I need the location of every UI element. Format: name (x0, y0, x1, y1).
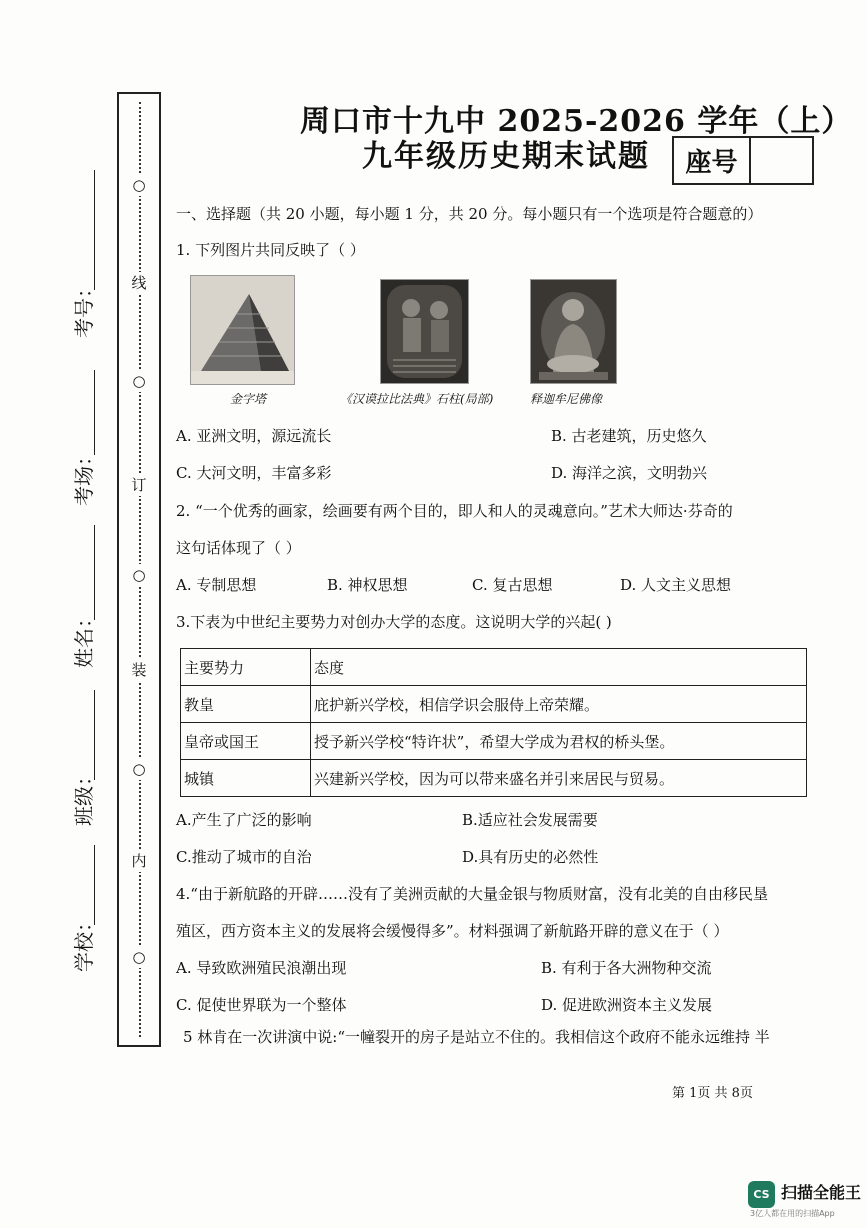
table-cell: 教皇 (181, 686, 311, 723)
pyramid-image (190, 275, 295, 385)
q3-option-d[interactable]: D.具有历史的必然性 (462, 848, 599, 866)
class-label: 班级： (72, 766, 96, 826)
q4-stem-line1: 4.“由于新航路的开辟……没有了美洲贡献的大量金银与物质财富，没有北美的自由移民垦 (176, 885, 768, 903)
binding-mark-line: 线 (128, 272, 150, 294)
q2-option-a[interactable]: A. 专制思想 (176, 576, 257, 594)
table-row (181, 723, 807, 760)
stele-photo-icon (381, 280, 468, 383)
q1-option-b[interactable]: B. 古老建筑，历史悠久 (551, 427, 707, 445)
exam-number-label: 考号： (72, 278, 96, 338)
exam-title-line2: 九年级历史期末试题 (362, 139, 650, 174)
seat-number-field[interactable] (751, 138, 812, 183)
seat-number-label: 座号 (674, 138, 751, 183)
table-cell: 兴建新兴学校，因为可以带来盛名并引来居民与贸易。 (311, 760, 807, 797)
q4-option-c[interactable]: C. 促使世界联为一个整体 (176, 996, 347, 1014)
q1-stem: 1. 下列图片共同反映了（ ） (176, 241, 365, 259)
table-header-cell: 态度 (311, 649, 807, 686)
table-cell: 皇帝或国王 (181, 723, 311, 760)
name-blank[interactable] (94, 525, 95, 620)
camscanner-tagline: 3亿人都在用的扫描App (750, 1209, 835, 1218)
q4-option-b[interactable]: B. 有利于各大洲物种交流 (541, 959, 712, 977)
q1-option-a[interactable]: A. 亚洲文明，源远流长 (176, 427, 332, 445)
binding-circle: ○ (128, 564, 150, 586)
binding-mark-bind: 装 (128, 659, 150, 681)
q1-option-c[interactable]: C. 大河文明，丰富多彩 (176, 464, 332, 482)
table-row (181, 760, 807, 797)
q4-option-a[interactable]: A. 导致欧洲殖民浪潮出现 (176, 959, 347, 977)
q3-option-a[interactable]: A.产生了广泛的影响 (176, 811, 312, 829)
q4-stem-line2: 殖区，西方资本主义的发展将会缓慢得多”。材料强调了新航路开辟的意义在于（ ） (176, 922, 729, 940)
exam-title-line1: 周口市十九中 2025-2026 学年（上） (300, 104, 853, 139)
binding-circle: ○ (128, 758, 150, 780)
exam-room-label: 考场： (72, 446, 96, 506)
camscanner-logo-icon: CS (748, 1181, 775, 1208)
table-row (181, 686, 807, 723)
q2-option-d[interactable]: D. 人文主义思想 (620, 576, 732, 594)
binding-circle: ○ (128, 174, 150, 196)
stele-image (380, 279, 469, 384)
seat-number-box (672, 136, 814, 185)
section-heading: 一、选择题（共 20 小题，每小题 1 分，共 20 分。每小题只有一个选项是符合题意的） (176, 205, 763, 223)
buddha-caption: 释迦牟尼佛像 (530, 392, 603, 406)
q3-attitude-table (180, 648, 807, 797)
q2-stem-line1: 2. “一个优秀的画家，绘画要有两个目的，即人和人的灵魂意向。”艺术大师达·芬奇的 (176, 502, 733, 520)
q3-option-c[interactable]: C.推动了城市的自治 (176, 848, 312, 866)
q3-stem: 3.下表为中世纪主要势力对创办大学的态度。这说明大学的兴起( ) (176, 613, 612, 631)
binding-mark-inner: 内 (128, 850, 150, 872)
q5-stem-line1: 5 林肯在一次讲演中说:“一幢裂开的房子是站立不住的。我相信这个政府不能永远维持 半 (183, 1028, 770, 1046)
binding-circle: ○ (128, 370, 150, 392)
page-number: 第 1页 共 8页 (672, 1086, 753, 1101)
binding-strip (117, 92, 161, 1047)
school-label: 学校： (72, 912, 96, 972)
q2-option-b[interactable]: B. 神权思想 (327, 576, 408, 594)
exam-room-blank[interactable] (94, 370, 95, 455)
class-blank[interactable] (94, 690, 95, 780)
q1-option-d[interactable]: D. 海洋之滨，文明勃兴 (551, 464, 708, 482)
binding-circle: ○ (128, 946, 150, 968)
camscanner-name: 扫描全能王 (781, 1183, 862, 1202)
table-cell: 城镇 (181, 760, 311, 797)
name-label: 姓名： (72, 608, 96, 668)
pyramid-caption: 金字塔 (230, 392, 267, 406)
q2-option-c[interactable]: C. 复古思想 (472, 576, 553, 594)
table-header-row (181, 649, 807, 686)
q4-option-d[interactable]: D. 促进欧洲资本主义发展 (541, 996, 713, 1014)
buddha-photo-icon (531, 280, 616, 383)
buddha-image (530, 279, 617, 384)
table-header-cell: 主要势力 (181, 649, 311, 686)
school-blank[interactable] (94, 845, 95, 925)
table-cell: 庇护新兴学校，相信学识会服侍上帝荣耀。 (311, 686, 807, 723)
pyramid-photo-icon (191, 276, 294, 384)
exam-number-blank[interactable] (94, 170, 95, 290)
table-cell: 授予新兴学校“特许状”，希望大学成为君权的桥头堡。 (311, 723, 807, 760)
stele-caption: 《汉谟拉比法典》石柱(局部) (340, 392, 494, 406)
binding-mark-order: 订 (128, 474, 150, 496)
q3-option-b[interactable]: B.适应社会发展需要 (462, 811, 598, 829)
q2-stem-line2: 这句话体现了（ ） (176, 539, 301, 557)
